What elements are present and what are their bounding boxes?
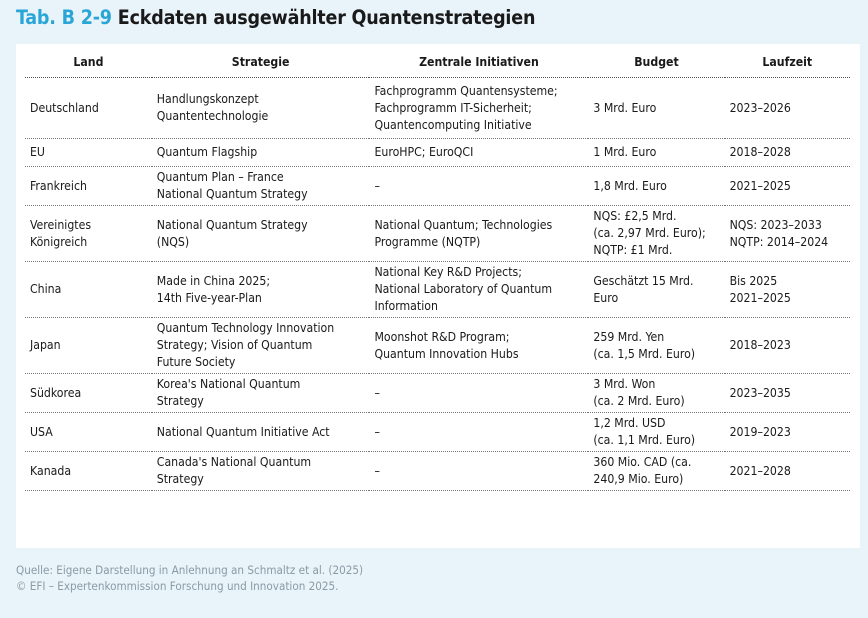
cell-land (25, 413, 152, 452)
table-row (25, 318, 850, 374)
data-table (25, 47, 850, 491)
table-row (25, 167, 850, 206)
table-row (25, 139, 850, 167)
cell-budget (588, 78, 724, 139)
cell-initiativen-line: Fachprogramm IT-Sicherheit; (374, 100, 532, 115)
cell-strategie (152, 452, 370, 491)
cell-land (25, 78, 152, 139)
cell-strategie-line: Quantentechnologie (156, 109, 269, 123)
cell-laufzeit (725, 318, 850, 374)
cell-initiativen-line: Information (374, 299, 438, 313)
cell-land-line: Südkorea (30, 385, 82, 400)
cell-initiativen-line: National Key R&D Projects; (374, 265, 522, 279)
cell-budget-line: (ca. 1,1 Mrd. Euro) (593, 433, 696, 447)
header-row (25, 47, 850, 78)
cell-budget (588, 262, 724, 318)
cell-budget-line: NQTP: £1 Mrd. (593, 243, 673, 257)
header-initiativen: Zentrale Initiativen (369, 47, 588, 78)
cell-budget-line: Geschätzt 15 Mrd. (593, 273, 694, 288)
cell-initiativen-line: National Quantum; Technologies (374, 217, 553, 232)
cell-budget-line: 240,9 Mio. Euro) (593, 472, 684, 486)
cell-budget-line: 1 Mrd. Euro (593, 145, 657, 159)
cell-initiativen (369, 262, 588, 318)
table-row (25, 262, 850, 318)
cell-budget (588, 167, 724, 206)
table-panel (16, 44, 860, 548)
footer (16, 563, 363, 594)
cell-land-line: Deutschland (30, 100, 99, 115)
cell-initiativen (369, 167, 588, 206)
cell-initiativen (369, 206, 588, 262)
cell-strategie-line: Strategy (156, 394, 204, 408)
cell-initiativen-line: EuroHPC; EuroQCI (374, 145, 474, 159)
cell-initiativen-line: Quantum Innovation Hubs (374, 346, 519, 361)
cell-land (25, 318, 152, 374)
table-number: Tab. B 2-9 (16, 6, 112, 29)
cell-laufzeit (725, 78, 850, 139)
cell-budget-line: (ca. 2,97 Mrd. Euro); (593, 226, 706, 240)
cell-strategie-line: Quantum Plan – France (156, 170, 284, 184)
cell-laufzeit (725, 413, 850, 452)
cell-budget (588, 413, 724, 452)
cell-budget (588, 206, 724, 262)
cell-laufzeit-line: 2018–2023 (729, 338, 791, 352)
cell-strategie-line: National Quantum Strategy (156, 187, 308, 201)
cell-strategie-line: Strategy (156, 472, 204, 486)
table-row (25, 413, 850, 452)
cell-budget-line: 360 Mio. CAD (ca. (593, 455, 692, 469)
cell-land (25, 206, 152, 262)
cell-strategie (152, 413, 370, 452)
cell-strategie-line: (NQS) (156, 234, 190, 249)
cell-initiativen (369, 139, 588, 167)
copyright-note: © EFI – Expertenkommission Forschung und Innovation 2025. (16, 578, 339, 593)
table-row (25, 374, 850, 413)
header-land: Land (25, 47, 152, 78)
cell-initiativen-line: Moonshot R&D Program; (374, 329, 510, 344)
source-note: Quelle: Eigene Darstellung in Anlehnung an Schmaltz et al. (2025) (16, 563, 364, 577)
table-row (25, 206, 850, 262)
cell-laufzeit (725, 167, 850, 206)
cell-land (25, 139, 152, 167)
cell-strategie-line: National Quantum Initiative Act (156, 424, 330, 439)
cell-land (25, 167, 152, 206)
cell-budget-line: 1,8 Mrd. Euro (593, 178, 667, 193)
cell-laufzeit (725, 452, 850, 491)
cell-initiativen (369, 452, 588, 491)
cell-strategie (152, 262, 370, 318)
cell-budget-line: NQS: £2,5 Mrd. (593, 209, 677, 223)
cell-laufzeit-line: 2021–2025 (729, 178, 791, 193)
cell-laufzeit (725, 139, 850, 167)
cell-land-line: Kanada (30, 463, 72, 478)
cell-laufzeit-line: NQS: 2023–2033 (729, 217, 822, 232)
cell-initiativen (369, 318, 588, 374)
cell-strategie-line: Quantum Flagship (156, 145, 258, 159)
cell-initiativen-line: Fachprogramm Quantensysteme; (374, 83, 558, 98)
cell-land (25, 374, 152, 413)
cell-laufzeit-line: Bis 2025 (729, 273, 778, 288)
header-budget: Budget (588, 47, 724, 78)
cell-strategie (152, 167, 370, 206)
cell-budget-line: 3 Mrd. Won (593, 377, 656, 391)
cell-land-line: Frankreich (30, 178, 87, 193)
cell-laufzeit (725, 206, 850, 262)
cell-strategie-line: Future Society (156, 355, 236, 369)
cell-initiativen-line: Programme (NQTP) (374, 234, 481, 249)
cell-initiativen (369, 78, 588, 139)
cell-budget-line: 259 Mrd. Yen (593, 329, 665, 344)
cell-land-line: Japan (30, 338, 61, 352)
cell-strategie (152, 139, 370, 167)
cell-laufzeit-line: NQTP: 2014–2024 (729, 234, 829, 249)
cell-strategie-line: Canada's National Quantum (156, 455, 312, 469)
cell-budget (588, 452, 724, 491)
cell-laufzeit-line: 2019–2023 (729, 424, 791, 439)
cell-land (25, 452, 152, 491)
cell-strategie (152, 374, 370, 413)
cell-laufzeit-line: 2023–2026 (729, 100, 791, 115)
cell-land-line: China (30, 282, 62, 296)
cell-laufzeit (725, 262, 850, 318)
cell-laufzeit-line: 2021–2028 (729, 463, 791, 478)
table-body (25, 78, 850, 491)
cell-strategie-line: Quantum Technology Innovation (156, 321, 335, 335)
cell-budget-line: 3 Mrd. Euro (593, 100, 657, 115)
header-laufzeit: Laufzeit (725, 47, 850, 78)
cell-budget (588, 374, 724, 413)
cell-strategie-line: 14th Five-year-Plan (156, 290, 262, 305)
cell-land-line: Königreich (30, 234, 88, 249)
header-strategie: Strategie (152, 47, 370, 78)
cell-strategie-line: Made in China 2025; (156, 273, 271, 288)
cell-budget-line: (ca. 1,5 Mrd. Euro) (593, 346, 696, 361)
cell-budget-line: Euro (593, 290, 619, 305)
cell-initiativen-line: – (374, 178, 380, 193)
cell-strategie (152, 318, 370, 374)
cell-laufzeit-line: 2023–2035 (729, 385, 791, 400)
cell-land (25, 262, 152, 318)
cell-initiativen-line: – (374, 463, 380, 478)
cell-initiativen (369, 374, 588, 413)
cell-initiativen-line: – (374, 424, 380, 439)
cell-land-line: USA (30, 424, 53, 439)
cell-initiativen-line: Quantencomputing Initiative (374, 117, 532, 132)
table-row (25, 452, 850, 491)
table-title-text: Eckdaten ausgewählter Quantenstrategien (117, 6, 536, 29)
cell-strategie-line: Strategy; Vision of Quantum (156, 338, 313, 352)
cell-strategie (152, 78, 370, 139)
cell-initiativen-line: National Laboratory of Quantum (374, 282, 553, 296)
table-row (25, 78, 850, 139)
cell-strategie-line: Handlungskonzept (156, 92, 259, 106)
table-title (16, 6, 535, 29)
cell-budget (588, 318, 724, 374)
cell-land-line: Vereinigtes (30, 217, 92, 232)
cell-strategie-line: National Quantum Strategy (156, 217, 308, 232)
cell-strategie-line: Korea's National Quantum (156, 377, 301, 391)
cell-budget (588, 139, 724, 167)
cell-laufzeit-line: 2018–2028 (729, 145, 791, 159)
cell-land-line: EU (30, 145, 45, 159)
cell-budget-line: 1,2 Mrd. USD (593, 416, 666, 430)
cell-initiativen (369, 413, 588, 452)
cell-initiativen-line: – (374, 385, 380, 400)
cell-budget-line: (ca. 2 Mrd. Euro) (593, 394, 685, 408)
cell-laufzeit-line: 2021–2025 (729, 290, 791, 305)
cell-strategie (152, 206, 370, 262)
cell-laufzeit (725, 374, 850, 413)
